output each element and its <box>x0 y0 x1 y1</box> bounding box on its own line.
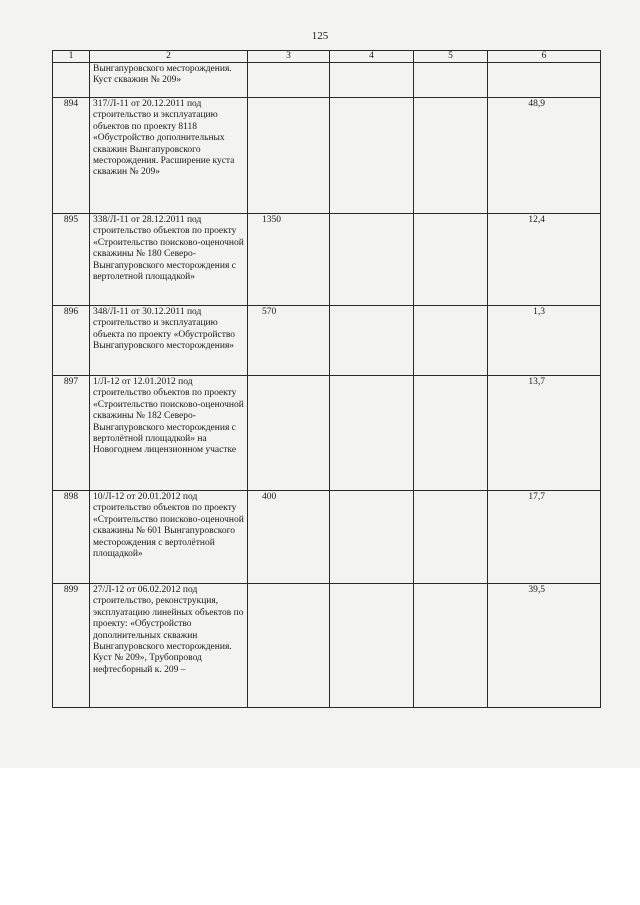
cell-col4 <box>330 376 414 491</box>
cell-col5 <box>414 214 488 306</box>
page-number: 125 <box>311 30 329 42</box>
column-header: 4 <box>330 51 414 63</box>
cell-col5 <box>414 306 488 376</box>
contract-description: 317/Л-11 от 20.12.2011 под строительство и эксплуатацию объектов по проекту 8118 «Обустройство дополнительных скважин Вынгапуровского месторождения. Расширение куста скважин № 209» <box>90 98 248 214</box>
cell-col5 <box>414 63 488 98</box>
cell-col6: 13,7 <box>488 376 601 491</box>
cell-col4 <box>330 63 414 98</box>
table-row <box>53 214 601 306</box>
table-row <box>53 98 601 214</box>
contract-description: 1/Л-12 от 12.01.2012 под строительство объектов по проекту «Строительство поисково-оценочной скважины № 182 Северо-Вынгапуровского месторождения с вертолётной площадкой» на Новогоднем лицензионном участке <box>90 376 248 491</box>
column-header: 5 <box>414 51 488 63</box>
cell-col5 <box>414 98 488 214</box>
cell-col5 <box>414 584 488 708</box>
cell-col5 <box>414 491 488 584</box>
contract-description: 27/Л-12 от 06.02.2012 под строительство, реконструкция, эксплуатацию линейных объектов по проекту: «Обустройство дополнительных скважин Вынгапуровского месторождения. Куст № 209», Трубопровод нефтесборный к. 209 – <box>90 584 248 708</box>
table-row <box>53 491 601 584</box>
row-number: 896 <box>53 306 90 376</box>
cell-col3 <box>248 584 330 708</box>
cell-col6: 48,9 <box>488 98 601 214</box>
cell-col3: 400 <box>248 491 330 584</box>
column-header: 2 <box>90 51 248 63</box>
row-number: 899 <box>53 584 90 708</box>
cell-col3: 570 <box>248 306 330 376</box>
row-number <box>53 63 90 98</box>
land-lease-table <box>52 50 601 708</box>
table-row <box>53 63 601 98</box>
column-numbers-row <box>53 51 601 63</box>
contract-description: 10/Л-12 от 20.01.2012 под строительство объектов по проекту «Строительство поисково-оценочной скважины № 601 Вынгапуровского месторождения с вертолётной площадкой» <box>90 491 248 584</box>
table-row <box>53 376 601 491</box>
cell-col5 <box>414 376 488 491</box>
cell-col4 <box>330 584 414 708</box>
cell-col3 <box>248 63 330 98</box>
cell-col3 <box>248 376 330 491</box>
cell-col3 <box>248 98 330 214</box>
row-number: 897 <box>53 376 90 491</box>
contract-description: Вынгапуровского месторождения. Куст скважин № 209» <box>90 63 248 98</box>
cell-col6: 12,4 <box>488 214 601 306</box>
cell-col6 <box>488 63 601 98</box>
table-row <box>53 584 601 708</box>
row-number: 894 <box>53 98 90 214</box>
cell-col6: 1,3 <box>488 306 601 376</box>
row-number: 895 <box>53 214 90 306</box>
cell-col4 <box>330 98 414 214</box>
row-number: 898 <box>53 491 90 584</box>
cell-col6: 17,7 <box>488 491 601 584</box>
cell-col4 <box>330 306 414 376</box>
column-header: 6 <box>488 51 601 63</box>
contract-description: 338/Л-11 от 28.12.2011 под строительство объектов по проекту «Строительство поисково-оценочной скважины № 180 Северо-Вынгапуровского месторождения с вертолетной площадкой» <box>90 214 248 306</box>
cell-col4 <box>330 491 414 584</box>
column-header: 3 <box>248 51 330 63</box>
contract-description: 348/Л-11 от 30.12.2011 под строительство и эксплуатацию объекта по проекту «Обустройство Вынгапуровского месторождения» <box>90 306 248 376</box>
column-header: 1 <box>53 51 90 63</box>
cell-col6: 39,5 <box>488 584 601 708</box>
table-row <box>53 306 601 376</box>
cell-col3: 1350 <box>248 214 330 306</box>
cell-col4 <box>330 214 414 306</box>
